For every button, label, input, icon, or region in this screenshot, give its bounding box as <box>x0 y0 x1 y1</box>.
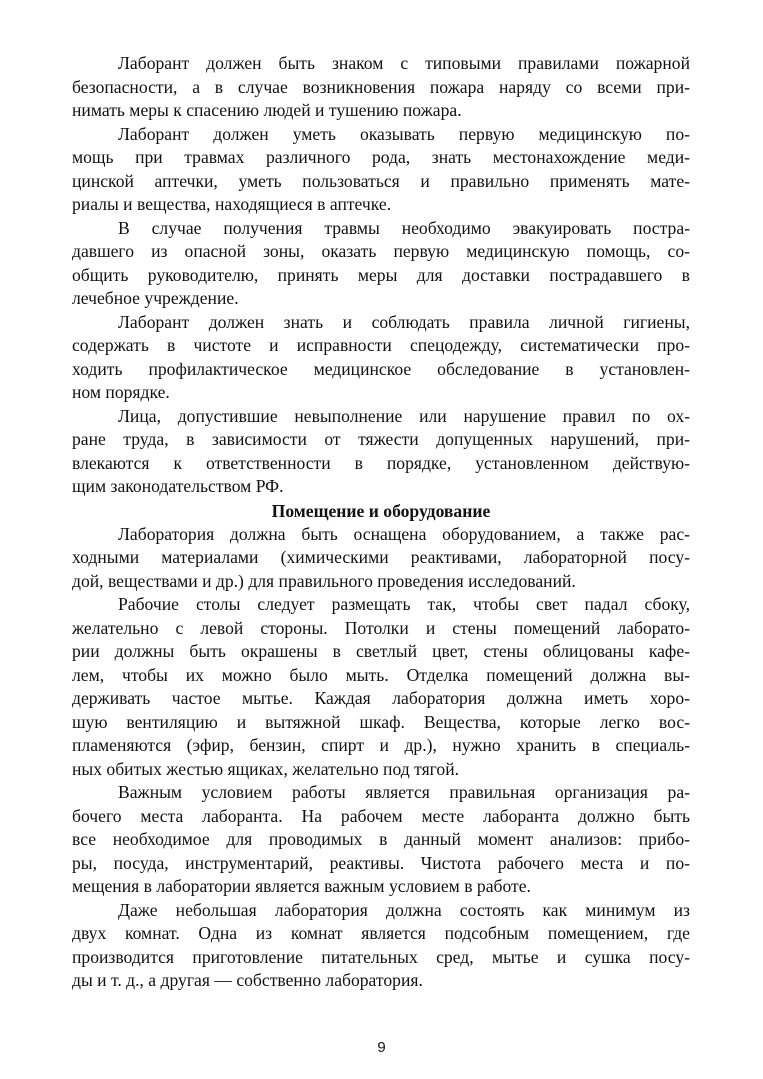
text-line: ном порядке. <box>72 382 170 402</box>
text-line: цинской аптечки, уметь пользоваться и правильно применять мате- <box>72 170 690 191</box>
paragraph <box>72 123 690 217</box>
paragraph <box>72 593 690 781</box>
text-line: влекаются к ответственности в порядке, установленном действую- <box>72 452 690 473</box>
text-line: дой, веществами и др.) для правильного проведения исследований. <box>72 570 576 591</box>
section-top <box>72 52 690 499</box>
text-line: ходить профилактическое медицинское обследование в установлен- <box>72 358 690 379</box>
text-line: щим законодательством РФ. <box>72 476 284 496</box>
text-line: Лица, допустившие невыполнение или нарушение правил по ох- <box>118 405 690 426</box>
paragraph <box>72 311 690 405</box>
text-line: бочего места лаборанта. На рабочем месте лаборанта должно быть <box>72 805 690 826</box>
paragraph <box>72 217 690 311</box>
text-line: шую вентиляцию и вытяжной шкаф. Вещества, которые легко вос- <box>72 711 690 732</box>
text-line: Важным условием работы является правильная организация ра- <box>118 782 690 802</box>
text-line: ды и т. д., а другая — собственно лаборатория. <box>72 970 423 990</box>
paragraph <box>72 781 690 899</box>
text-line: все необходимое для проводимых в данный момент анализов: прибо- <box>72 829 690 849</box>
text-line: Лаборант должен быть знаком с типовыми правилами пожарной <box>118 53 690 73</box>
text-line: Лаборант должен знать и соблюдать правила личной гигиены, <box>118 311 690 332</box>
text-line: содержать в чистоте и исправности спецодежду, систематически про- <box>72 335 690 355</box>
text-line: лечебное учреждение. <box>72 288 239 308</box>
text-line: нимать меры к спасению людей и тушению пожара. <box>72 100 462 120</box>
section-bottom <box>72 523 690 993</box>
page-number: 9 <box>377 1039 386 1056</box>
text-line: общить руководителю, принять меры для доставки пострадавшего в <box>72 264 690 285</box>
text-line: Даже небольшая лаборатория должна состоять как минимум из <box>118 899 690 920</box>
text-line: пламеняются (эфир, бензин, спирт и др.), нужно хранить в специаль- <box>72 735 690 755</box>
text-line: Рабочие столы следует размещать так, чтобы свет падал сбоку, <box>118 594 690 614</box>
text-line: мещения в лаборатории является важным условием в работе. <box>72 876 531 896</box>
text-line: рии должны быть окрашены в светлый цвет, стены облицованы кафе- <box>72 641 690 661</box>
text-line: безопасности, а в случае возникновения пожара наряду со всеми при- <box>72 76 690 97</box>
text-line: риалы и вещества, находящиеся в аптечке. <box>72 194 392 214</box>
text-line: лем, чтобы их можно было мыть. Отделка помещений должна вы- <box>72 664 690 685</box>
text-line: производится приготовление питательных сред, мытье и сушка посу- <box>72 946 690 967</box>
text-line: Лаборатория должна быть оснащена оборудованием, а также рас- <box>118 523 690 544</box>
text-line: В случае получения травмы необходимо эвакуировать постра- <box>118 217 690 238</box>
text-line: давшего из опасной зоны, оказать первую медицинскую помощь, со- <box>72 241 690 261</box>
text-line: двух комнат. Одна из комнат является подсобным помещением, где <box>72 923 690 943</box>
text-line: держивать частое мытье. Каждая лаборатория должна иметь хоро- <box>72 688 690 708</box>
paragraph <box>72 405 690 499</box>
text-line: ране труда, в зависимости от тяжести допущенных нарушений, при- <box>72 429 690 449</box>
paragraph <box>72 523 690 594</box>
page-body <box>72 52 690 993</box>
text-line: ры, посуда, инструментарий, реактивы. Чистота рабочего места и по- <box>72 852 690 873</box>
text-line: желательно с левой стороны. Потолки и стены помещений лаборато- <box>72 617 690 638</box>
text-line: ных обитых жестью ящиках, желательно под тягой. <box>72 758 460 779</box>
section-heading: Помещение и оборудование <box>271 500 491 521</box>
text-line: Лаборант должен уметь оказывать первую медицинскую по- <box>118 123 690 144</box>
paragraph <box>72 899 690 993</box>
paragraph <box>72 52 690 123</box>
text-line: ходными материалами (химическими реактивами, лабораторной посу- <box>72 547 690 567</box>
text-line: мощь при травмах различного рода, знать местонахождение меди- <box>72 147 690 167</box>
